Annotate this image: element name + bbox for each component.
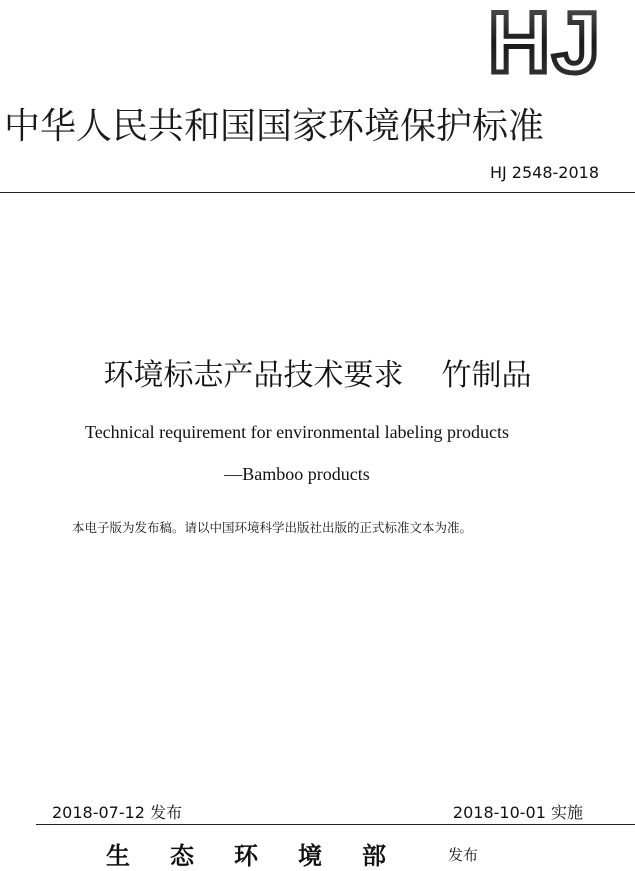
publish-date: 2018-07-12 发布 <box>52 803 183 822</box>
standard-number: HJ 2548-2018 <box>489 163 599 182</box>
issuing-authority: 生态环境部 <box>106 841 426 870</box>
hj-logo <box>486 4 614 76</box>
implement-date: 2018-10-01 实施 <box>452 803 583 822</box>
standard-category-title: 中华人民共和国国家环境保护标准 <box>4 106 545 147</box>
footer-divider <box>36 824 635 825</box>
issue-label: 发布 <box>448 846 479 864</box>
header-divider <box>0 192 635 193</box>
document-title-cn-sub: 竹制品 <box>441 358 532 393</box>
document-title-cn <box>0 350 635 394</box>
hj-logo-text: HJ <box>488 4 602 76</box>
document-title-en: Technical requirement for environmental labeling products <box>84 422 510 442</box>
document-title-cn-main: 环境标志产品技术要求 <box>103 358 404 393</box>
electronic-version-notice: 本电子版为发布稿。请以中国环境科学出版社出版的正式标准文本为准。 <box>72 520 473 535</box>
document-title-en-sub: —Bamboo products <box>224 464 370 484</box>
